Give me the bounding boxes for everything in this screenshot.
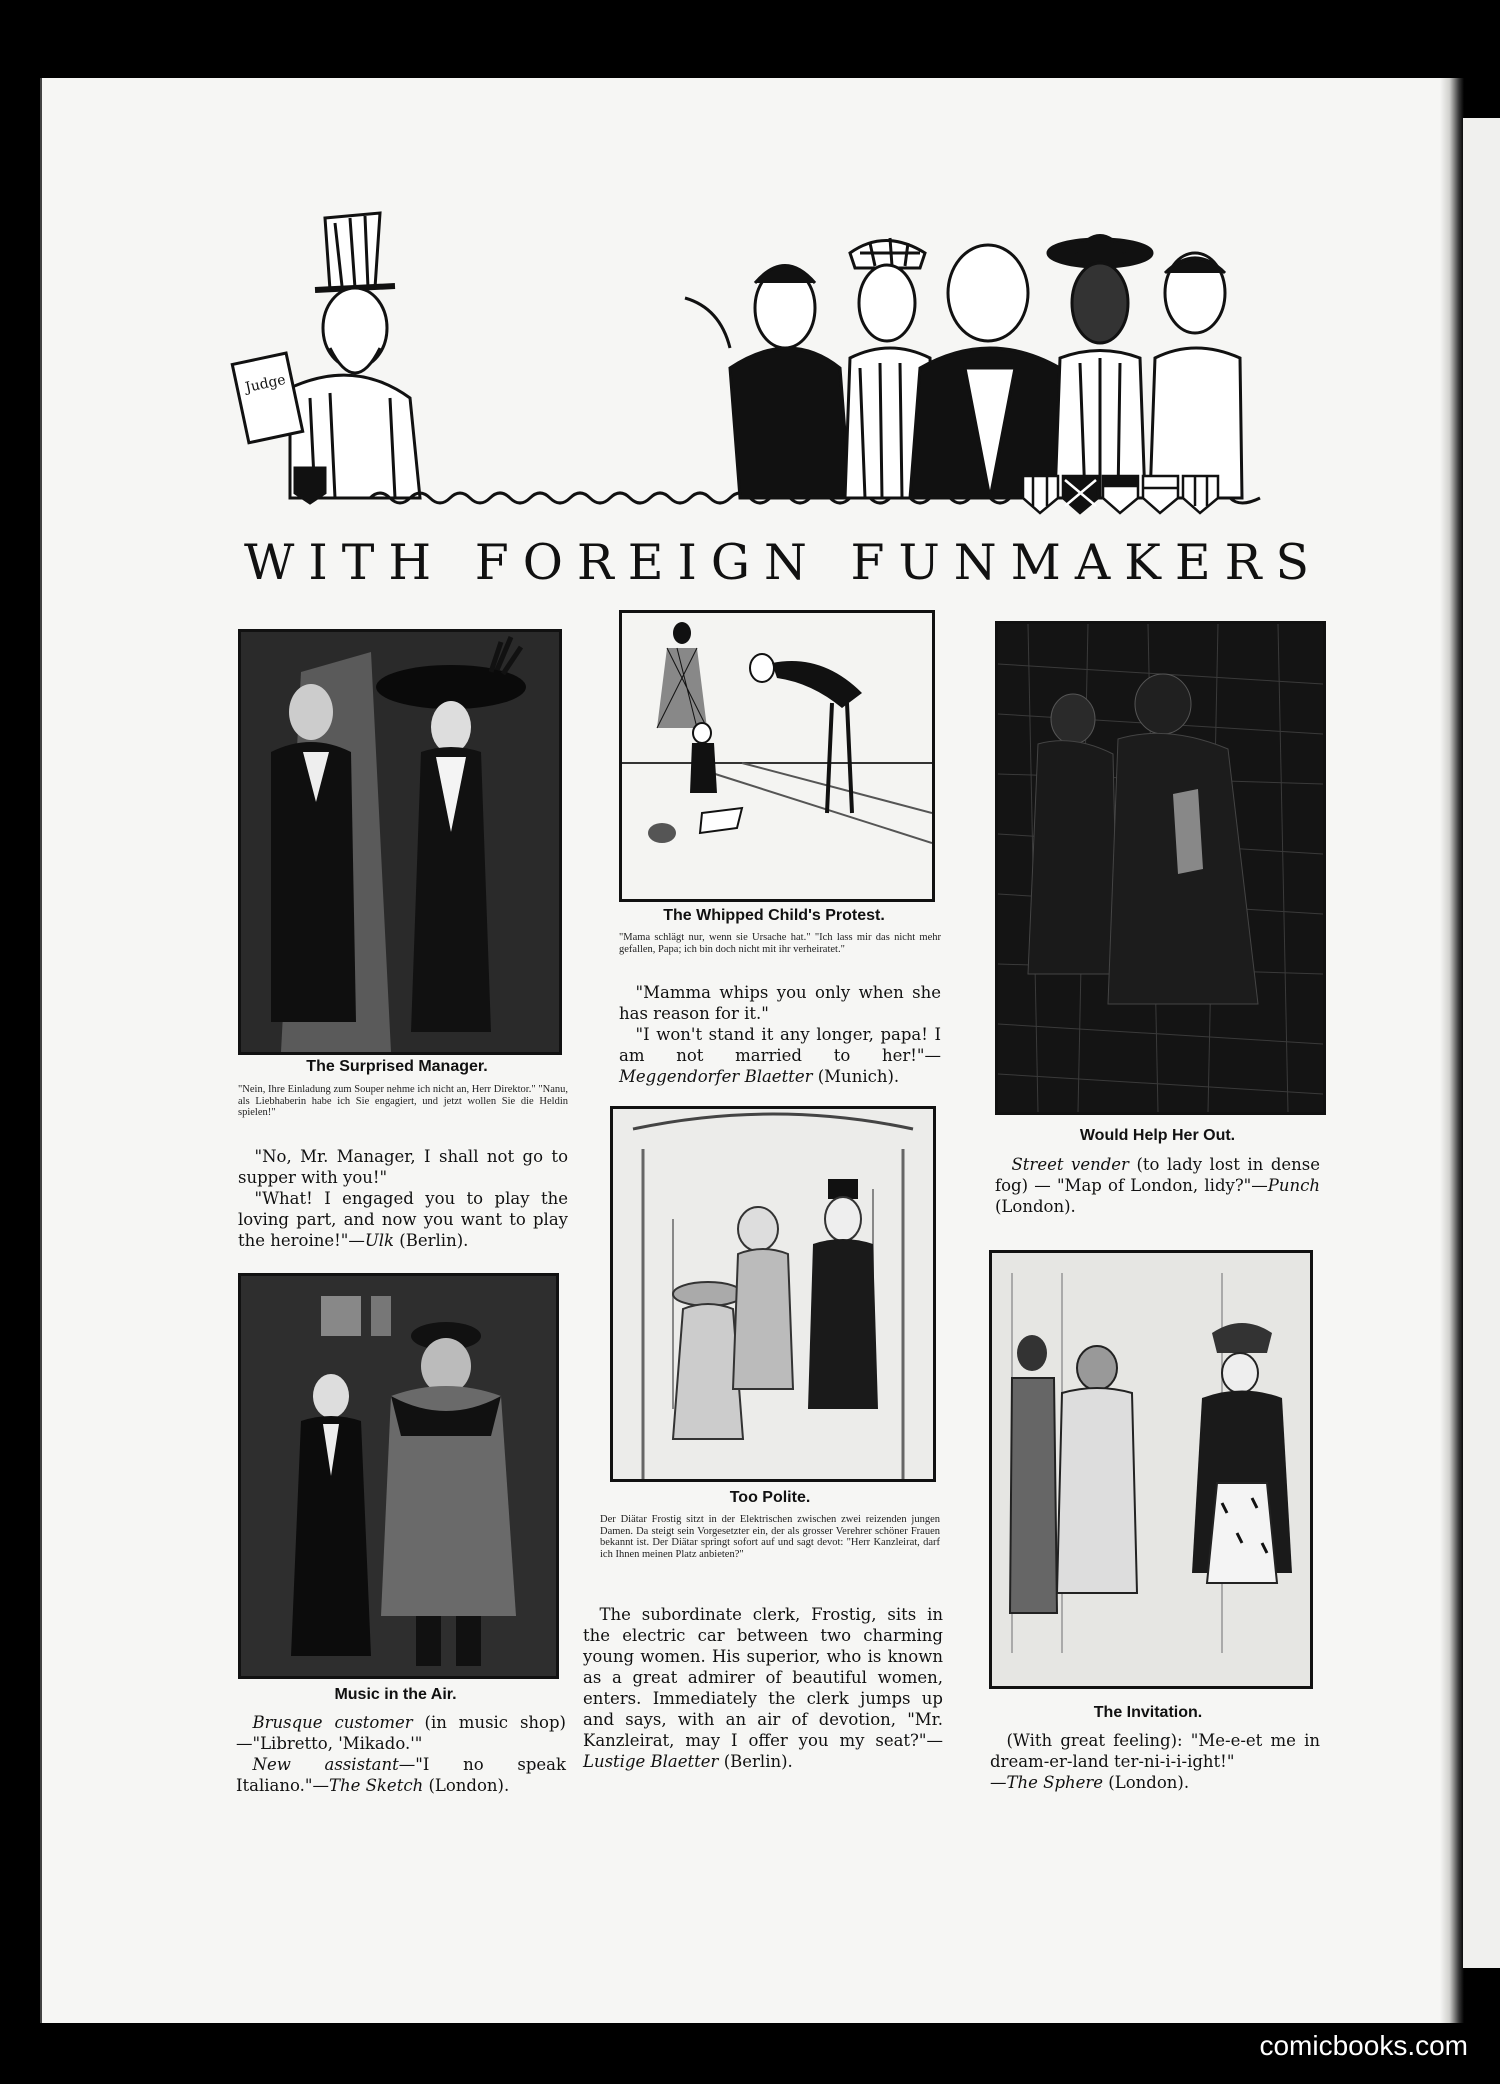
source-name: Lustige Blaetter: [583, 1752, 719, 1771]
national-shields: [1023, 476, 1218, 513]
english-caption: "No, Mr. Manager, I shall not go to supper with you!" "What! I engaged you to play the loving part, and now you want to play the heroine!"—Ulk (Berlin).: [238, 1147, 568, 1250]
caption-title: Music in the Air.: [334, 1686, 457, 1703]
cartoon-music-in-the-air: [238, 1273, 559, 1679]
caption-title: The Surprised Manager.: [306, 1058, 488, 1075]
cartoon-the-invitation: [989, 1250, 1313, 1689]
cartoon-too-polite: [610, 1106, 936, 1482]
english-caption: "Mamma whips you only when she has reason for it." "I won't stand it any longer, papa! I am not married to her!"—Meggendorfer Blaetter (Munich).: [619, 983, 941, 1086]
source-name: The Sketch: [328, 1776, 424, 1795]
facing-page-edge: [1463, 118, 1500, 1968]
source-name: Ulk: [364, 1231, 395, 1250]
cartoon-surprised-manager: [238, 629, 562, 1055]
english-caption: Street vender (to lady lost in dense fog) — "Map of London, lidy?"—Punch (London).: [995, 1155, 1321, 1216]
caption-title: The Invitation.: [1093, 1704, 1203, 1721]
german-caption: "Mama schlägt nur, wenn sie Ursache hat." "Ich lass mir das nicht mehr gefallen, Papa; ich bin doch nicht mit ihr verheiratet.": [619, 932, 941, 955]
source-name: —The Sphere: [990, 1773, 1104, 1792]
cartoon-whipped-childs-protest: [619, 610, 935, 902]
english-caption: (With great feeling): "Me-e-et me in dream-er-land ter-ni-i-i-ight!" —The Sphere (London).: [990, 1731, 1320, 1792]
site-watermark: comicbooks.com: [1259, 2030, 1468, 2061]
english-caption: The subordinate clerk, Frostig, sits in the electric car between two charming young women. His superior, who is known as a great admirer of beautiful women, enters. Immediately the clerk jumps up and says, with an air of devotion, "Mr. Kanzleirat, may I offer you my seat?"—Lustige Blaetter (Berlin).: [583, 1605, 943, 1771]
source-name: Meggendorfer Blaetter: [619, 1067, 813, 1086]
uncle-sam-figure: [232, 213, 420, 503]
page-title: WITH FOREIGN FUNMAKERS: [244, 534, 1324, 591]
svg-text:Judge: Judge: [243, 371, 288, 397]
caption-title: Too Polite.: [729, 1489, 811, 1506]
foreign-caricatures: [685, 236, 1242, 499]
header-illustration: [230, 198, 1270, 520]
english-caption: Brusque customer (in music shop) —"Libretto, 'Mikado.'" New assistant—"I no speak Italiano."—The Sketch (London).: [236, 1713, 566, 1795]
german-caption: Der Diätar Frostig sitzt in der Elektrischen zwischen zwei reizenden jungen Damen. Da steigt sein Vorgesetzter ein, der als grosser Verehrer schöner Frauen bekannt ist. Der Diätar springt sofort auf und sagt devot: "Herr Kanzleirat, darf ich Ihnen meinen Platz anbieten?": [600, 1514, 940, 1560]
page-binding-shadow: [1440, 78, 1464, 2023]
german-caption: "Nein, Ihre Einladung zum Souper nehme ich nicht an, Herr Direktor." "Nanu, als Liebhaberin habe ich Sie engagiert, und jetzt wollen Sie die Heldin spielen!": [238, 1084, 568, 1118]
source-name: Punch: [1267, 1176, 1320, 1195]
cartoon-would-help-her-out: [995, 621, 1326, 1115]
caption-title: Would Help Her Out.: [1079, 1127, 1236, 1144]
caption-title: The Whipped Child's Protest.: [663, 907, 885, 924]
